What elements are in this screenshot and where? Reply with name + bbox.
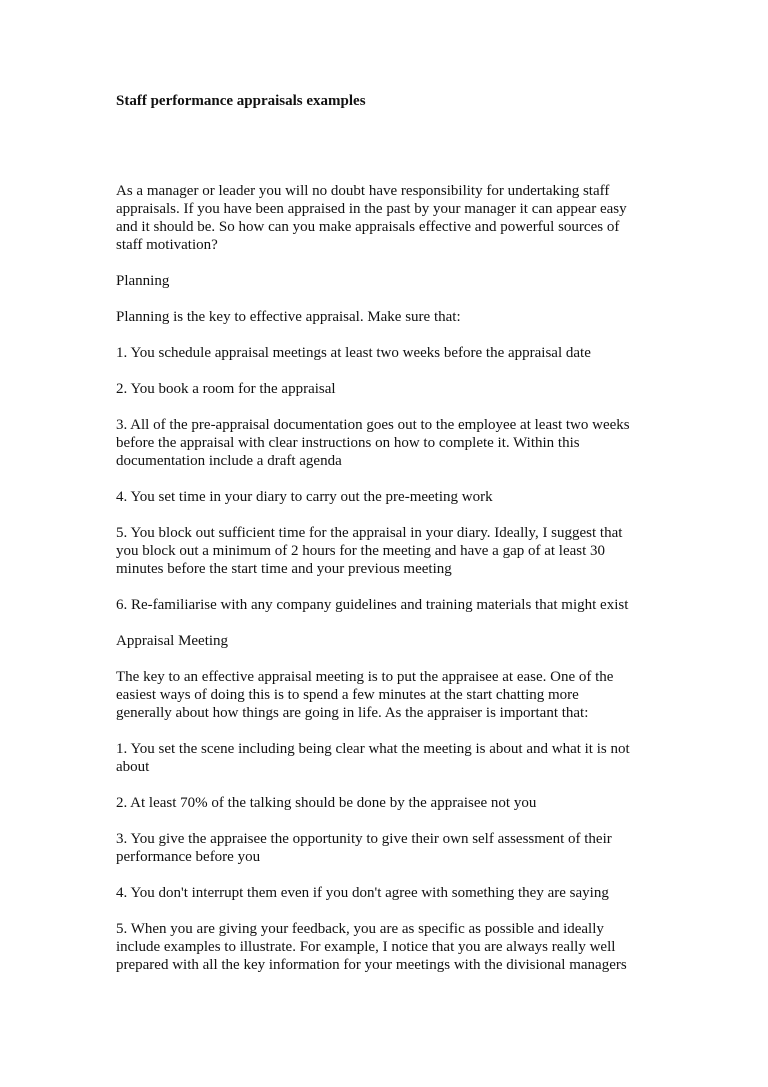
- paragraph: [116, 380, 656, 398]
- paragraph: [116, 920, 656, 974]
- text-line: 3. All of the pre-appraisal documentation goes out to the employee at least two weeks: [116, 417, 630, 433]
- text-line: 5. When you are giving your feedback, you are as specific as possible and ideally: [116, 921, 604, 937]
- paragraph: [116, 308, 656, 326]
- text-line: Planning is the key to effective appraisal. Make sure that:: [116, 309, 461, 325]
- paragraph: [116, 524, 656, 578]
- text-line: include examples to illustrate. For example, I notice that you are always really well: [116, 939, 616, 955]
- text-line: 1. You set the scene including being clear what the meeting is about and what it is not: [116, 741, 630, 757]
- text-line: 4. You set time in your diary to carry out the pre-meeting work: [116, 489, 493, 505]
- paragraph-list: [116, 182, 656, 974]
- text-line: 2. At least 70% of the talking should be done by the appraisee not you: [116, 795, 537, 811]
- paragraph: [116, 830, 656, 866]
- text-line: minutes before the start time and your previous meeting: [116, 561, 452, 577]
- paragraph: [116, 488, 656, 506]
- document-body: [116, 92, 656, 992]
- text-line: 2. You book a room for the appraisal: [116, 381, 336, 397]
- text-line: you block out a minimum of 2 hours for the meeting and have a gap of at least 30: [116, 543, 606, 559]
- text-line: performance before you: [116, 849, 261, 865]
- paragraph: [116, 668, 656, 722]
- text-line: Planning: [116, 273, 170, 289]
- paragraph: [116, 182, 656, 254]
- text-line: 6. Re-familiarise with any company guidelines and training materials that might exist: [116, 597, 629, 613]
- text-line: before the appraisal with clear instructions on how to complete it. Within this: [116, 435, 580, 451]
- text-line: generally about how things are going in life. As the appraiser is important that:: [116, 705, 589, 721]
- paragraph: [116, 794, 656, 812]
- paragraph: [116, 884, 656, 902]
- text-line: staff motivation?: [116, 237, 218, 253]
- paragraph: [116, 596, 656, 614]
- text-line: documentation include a draft agenda: [116, 453, 342, 469]
- text-line: The key to an effective appraisal meeting is to put the appraisee at ease. One of the: [116, 669, 614, 685]
- paragraph: [116, 740, 656, 776]
- text-line: As a manager or leader you will no doubt have responsibility for undertaking staff: [116, 183, 610, 199]
- paragraph: [116, 272, 656, 290]
- paragraph: [116, 344, 656, 362]
- text-line: 4. You don't interrupt them even if you don't agree with something they are saying: [116, 885, 609, 901]
- paragraph: [116, 416, 656, 470]
- text-line: Appraisal Meeting: [116, 633, 229, 649]
- text-line: about: [116, 759, 150, 775]
- text-line: appraisals. If you have been appraised in the past by your manager it can appear easy: [116, 201, 627, 217]
- paragraph: [116, 632, 656, 650]
- text-line: prepared with all the key information for your meetings with the divisional managers: [116, 957, 627, 973]
- document-title: Staff performance appraisals examples: [116, 93, 366, 109]
- text-line: 5. You block out sufficient time for the appraisal in your diary. Ideally, I suggest that: [116, 525, 623, 541]
- text-line: 3. You give the appraisee the opportunity to give their own self assessment of their: [116, 831, 612, 847]
- text-line: 1. You schedule appraisal meetings at least two weeks before the appraisal date: [116, 345, 591, 361]
- text-line: and it should be. So how can you make appraisals effective and powerful sources of: [116, 219, 620, 235]
- text-line: easiest ways of doing this is to spend a few minutes at the start chatting more: [116, 687, 579, 703]
